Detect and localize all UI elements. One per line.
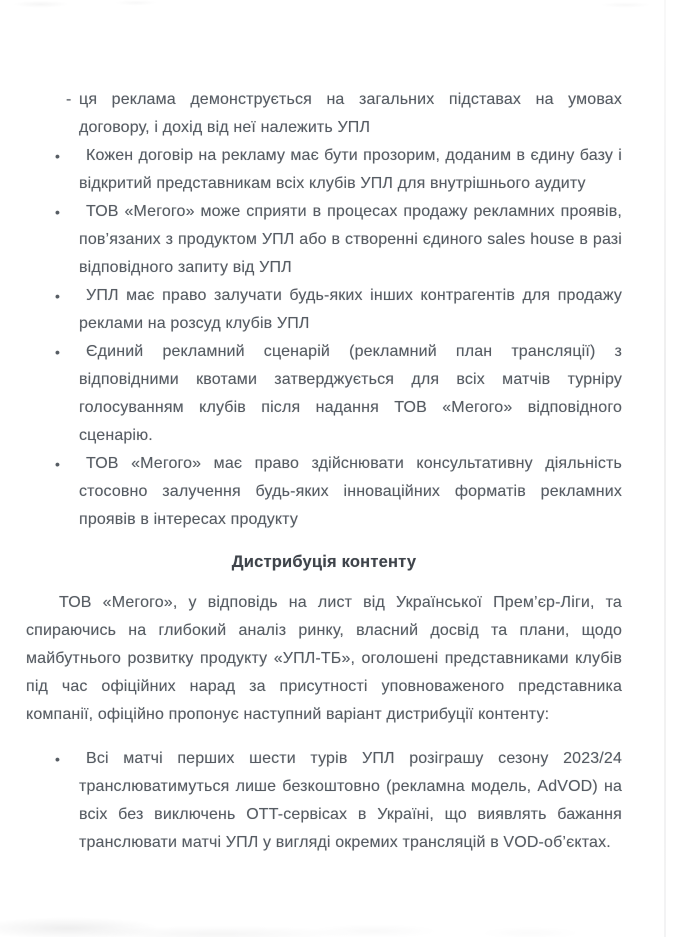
scan-artifact-line (664, 0, 666, 937)
bullet-marker: • (55, 148, 61, 164)
list-item (55, 338, 622, 450)
section-heading: Дистрибуція контенту (231, 553, 417, 571)
list-item (55, 142, 622, 198)
list-item (55, 450, 622, 534)
list-item (55, 745, 622, 857)
list-item-text: Всі матчі перших шести турів УПЛ розіграшу сезону 2023/24 транслюватимуться лише безкоштовно (рекламна модель, AdVOD) на всіх без виключень OTT-сервісах в Україні, що виявлять бажання транслювати матчі УПЛ у вигляді окремих трансляцій в VOD-об’єктах. (79, 750, 622, 851)
list-item-text: ця реклама демонструється на загальних підставах на умовах договору, і дохід від неї належить УПЛ (79, 91, 622, 136)
list-item-continuation (66, 86, 622, 142)
bullet-marker: • (55, 344, 61, 360)
bullet-marker: • (55, 751, 61, 767)
list-item-text: Кожен договір на рекламу має бути прозорим, доданим в єдину базу і відкритий представникам всіх клубів УПЛ для внутрішнього аудиту (79, 147, 622, 192)
scan-noise-bottom (0, 889, 680, 937)
list-item-text: УПЛ має право залучати будь-яких інших контрагентів для продажу реклами на розсуд клубів УПЛ (79, 287, 622, 332)
scan-noise-top (0, 0, 680, 14)
bullet-marker: • (55, 204, 61, 220)
list-item-text: Єдиний рекламний сценарій (рекламний план трансляції) з відповідними квотами затверджується для всіх матчів турніру голосуванням клубів після надання ТОВ «Мегого» відповідного сценарію. (79, 343, 622, 444)
advertising-bullet-list (26, 142, 622, 534)
list-item (55, 282, 622, 338)
distribution-bullet-list (26, 745, 622, 857)
document-body (26, 86, 622, 857)
intro-paragraph: ТОВ «Мегого», у відповідь на лист від Української Прем’єр-Ліги, та спираючись на глибокий аналіз ринку, власний досвід та плани, щодо майбутнього розвитку продукту «УПЛ-ТБ», оголошені представниками клубів під час офіційних нарад за присутності уповноваженого представника компанії, офіційно пропонує наступний варіант дистрибуції контенту: (26, 594, 622, 723)
list-item-text: ТОВ «Мегого» може сприяти в процесах продажу рекламних проявів, пов’язаних з продуктом УПЛ або в створенні єдиного sales house в разі відповідного запиту від УПЛ (79, 203, 622, 276)
bullet-marker: • (55, 288, 61, 304)
bullet-marker: • (55, 456, 61, 472)
list-item (55, 198, 622, 282)
dash-marker: - (66, 91, 72, 108)
list-item-text: ТОВ «Мегого» має право здійснювати консультативну діяльність стосовно залучення будь-яких інноваційних форматів рекламних проявів в інтересах продукту (79, 455, 622, 528)
